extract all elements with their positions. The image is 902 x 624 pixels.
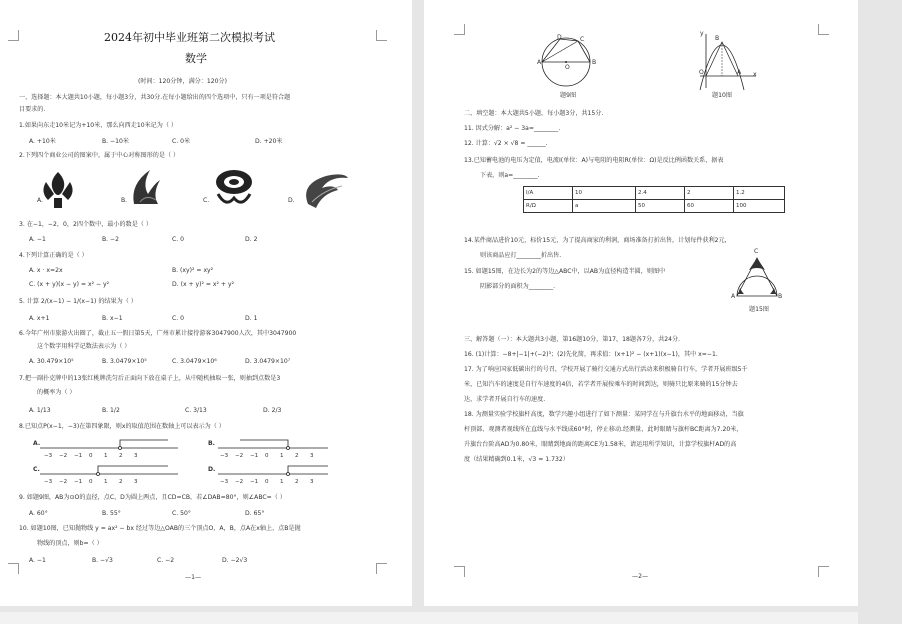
q3-option-d: D. 2 <box>245 236 258 243</box>
q4-option-a: A. x · x=2x <box>29 267 63 274</box>
q4-option-d: D. (x + y)² = x² + y² <box>172 281 235 288</box>
fig15-point-c: C <box>754 248 759 255</box>
number-line-tick-label: −3 <box>220 453 229 459</box>
q1-option-d: D. +20米 <box>255 138 283 145</box>
q3-option-c: C. 0 <box>172 236 185 243</box>
q8-label-a: A. <box>33 440 41 447</box>
q3-option-b: B. −2 <box>102 236 120 243</box>
fig10-axis-x: x <box>753 71 757 78</box>
q2-label-a: A. <box>37 197 43 204</box>
number-line-tick-label: 3 <box>134 453 138 459</box>
number-line-tick-label: −1 <box>74 453 83 459</box>
question-10: 10. 如题10图，已知抛物线 y = ax² − bx 经过等边△OAB的三个顶点O，A，B，点A在x轴上，点B是抛 <box>19 525 301 532</box>
table-cell: R/Ω <box>524 200 573 213</box>
figure-10-parabola <box>692 30 762 90</box>
question-6-cont: 这个数字用科学记数法表示为（ ） <box>37 343 131 350</box>
q1-option-b: B. −10米 <box>102 138 130 145</box>
question-3: 3. 在−1，−2，0，2四个数中，最小的数是（ ） <box>19 221 152 228</box>
crop-mark <box>818 24 829 35</box>
question-6: 6.今年广州市旅游火出圈了，截止五一假日第5天，广州市累计接待游客3047900人次，其中3047900 <box>19 330 297 337</box>
number-line-tick-label: 2 <box>295 479 299 485</box>
q5-option-c: C. 0 <box>172 315 185 322</box>
figure-9-caption: 题9图 <box>560 92 577 99</box>
number-line-tick-label: 0 <box>89 453 93 459</box>
q10-option-d: D. −2√3 <box>222 557 248 564</box>
number-line-tick-label: −2 <box>235 453 244 459</box>
crop-mark <box>454 24 465 35</box>
q6-option-c: C. 3.0479×10⁶ <box>172 358 217 365</box>
q2-label-b: B. <box>121 197 128 204</box>
question-16: 16. (1)计算：−8+|−1|+(−2)³；(2)先化简，再求值：(x+1)² − (x+1)(x−1)，其中 x=−1. <box>464 351 718 358</box>
logo-a-icon <box>43 172 72 208</box>
number-line-tick-label: 0 <box>89 479 93 485</box>
q8-label-b: B. <box>208 440 215 447</box>
number-line-tick-label: −3 <box>44 479 53 485</box>
fig10-point-o: O <box>699 69 704 76</box>
question-18: 18. 为测量实验学校旗杆高度，数学兴趣小组进行了如下测量：某同学在与升旗台水平的地面移动，当旗 <box>464 411 744 418</box>
exam-title: 2024年初中毕业班第二次模拟考试 <box>104 31 275 44</box>
fig9-point-o: O <box>565 64 570 71</box>
question-15: 15. 如题15图，在边长为2的等边△ABC中，以AB为直径构造半圆，则图中 <box>464 268 666 275</box>
next-page-edge <box>0 612 858 624</box>
fig9-point-b: B <box>592 59 597 66</box>
logo-c-icon <box>216 170 252 202</box>
fig9-point-d: D <box>557 34 562 41</box>
time-note: (时间：120分钟，满分：120分) <box>138 78 227 85</box>
q7-option-a: A. 1/13 <box>29 407 51 414</box>
crop-mark <box>8 30 19 41</box>
table-cell: 60 <box>685 200 734 213</box>
question-18-cont-2: 升旗台台阶高AD为0.80米，眼睛到地面的距离CE为1.58米，请运用所学知识，计算学校旗杆AD的高 <box>464 441 737 448</box>
range-d <box>288 466 328 474</box>
q7-option-b: B. 1/2 <box>102 407 120 414</box>
figure-15-triangle <box>732 250 782 300</box>
table-cell: 10 <box>573 187 636 200</box>
fig10-point-b: B <box>715 35 720 42</box>
table-cell: 1.2 <box>734 187 785 200</box>
fig15-point-b: B <box>778 293 783 300</box>
q6-option-d: D. 3.0479×10⁷ <box>245 358 291 365</box>
range-b <box>240 440 288 448</box>
number-line-tick-label: −2 <box>59 453 68 459</box>
number-line-tick-label: 1 <box>280 479 284 485</box>
number-line-tick-label: −1 <box>250 479 259 485</box>
fig10-axis-y: y <box>700 30 704 37</box>
q6-option-a: A. 30.479×10⁵ <box>29 358 74 365</box>
question-17-cont-2: 达，求学者开展自行车的速度. <box>464 396 546 403</box>
section-1-heading-cont: 目要求的. <box>19 106 46 113</box>
page-number: —1— <box>185 574 202 581</box>
q10-option-c: C. −2 <box>157 557 175 564</box>
number-line-tick-label: −3 <box>220 479 229 485</box>
exam-page-2 <box>424 0 858 606</box>
crop-mark <box>8 563 19 574</box>
figure-15-caption: 题15图 <box>749 306 769 313</box>
q7-option-d: D. 2/3 <box>263 407 282 414</box>
section-3-heading: 三、解答题（一）：本大题共3小题，第16题10分，第17，18题各7分，共24分. <box>464 336 681 343</box>
number-line-tick-label: −1 <box>250 453 259 459</box>
question-15-cont: 阴影部分的面积为________. <box>480 283 556 290</box>
crop-mark <box>454 566 465 577</box>
q2-logo-images <box>30 164 350 212</box>
section-1-heading: 一、选择题：本大题共10小题，每小题3分，共30分.在每小题给出的四个选项中，只有一项是符合题 <box>19 94 291 101</box>
crop-mark <box>818 566 829 577</box>
range-c <box>98 466 168 474</box>
question-18-cont-1: 杆顶部、观测者视线所在直线与水平线成60°时，停止移动.经测量，此时眼睛与旗杆BC距离为7.20米， <box>464 426 743 433</box>
number-line-tick-label: 1 <box>280 453 284 459</box>
crop-mark <box>376 30 387 41</box>
logo-b-icon <box>133 170 160 204</box>
table-cell: a <box>573 200 636 213</box>
q5-option-d: D. 1 <box>245 315 258 322</box>
number-line-tick-label: 2 <box>119 479 123 485</box>
q5-option-a: A. x+1 <box>29 315 50 322</box>
number-line-tick-label: 0 <box>265 453 269 459</box>
q7-option-c: C. 3/13 <box>185 407 207 414</box>
resistance-table <box>523 186 785 213</box>
table-cell: 50 <box>636 200 685 213</box>
crop-mark <box>376 563 387 574</box>
q1-option-a: A. +10米 <box>29 138 56 145</box>
question-10-cont: 物线的顶点，则b=（ ） <box>37 540 103 547</box>
number-line-tick-label: −2 <box>235 479 244 485</box>
q8-label-d: D. <box>208 466 216 473</box>
section-2-heading: 二、填空题：本大题共5小题，每小题3分，共15分. <box>464 110 604 117</box>
number-line-tick-label: 3 <box>134 479 138 485</box>
number-line-tick-label: 3 <box>310 453 314 459</box>
q10-option-b: B. −√3 <box>92 557 113 564</box>
question-14-cont: 则该商品应打________折出售. <box>480 252 562 259</box>
figure-10-caption: 题10图 <box>712 92 732 99</box>
table-cell: I/A <box>524 187 573 200</box>
number-line-tick-label: −1 <box>74 479 83 485</box>
question-18-cont-3: 度（结果精确到0.1米，√3 ≈ 1.732） <box>464 456 569 463</box>
number-line-tick-label: −3 <box>44 453 53 459</box>
table-cell: 100 <box>734 200 785 213</box>
table-row <box>524 187 785 200</box>
number-line-tick-label: 2 <box>295 453 299 459</box>
number-line-tick-label: 1 <box>104 453 108 459</box>
table-row <box>524 200 785 213</box>
q1-option-c: C. 0米 <box>172 138 191 145</box>
number-line-tick-label: 1 <box>104 479 108 485</box>
q9-option-c: C. 50° <box>172 510 191 517</box>
q4-option-c: C. (x + y)(x − y) = x² − y² <box>29 281 110 288</box>
question-17-cont-1: 米，已知汽车的速度是自行车速度的4倍，若学者开展按乘车的时间到达，则骑只比原来骑的15分钟去 <box>464 381 738 388</box>
fig10-point-a: A <box>737 69 742 76</box>
question-13-cont: 下表，则a=________. <box>480 172 540 179</box>
question-17: 17. 为了响应国家低碳出行的号召，学校开展了骑行交通方式出行活动来积极骑自行车，学者开展班级5千 <box>464 366 748 373</box>
exam-subject: 数学 <box>185 52 207 65</box>
question-1: 1.如果向东走10米记为+10米，那么向西走10米记为（ ） <box>19 122 177 129</box>
number-line-tick-label: 0 <box>265 479 269 485</box>
q8-label-c: C. <box>33 466 40 473</box>
q6-option-b: B. 3.0479×10⁵ <box>102 358 147 365</box>
number-line-tick-label: 3 <box>310 479 314 485</box>
q2-label-c: C. <box>203 197 210 204</box>
number-line-tick-label: −2 <box>59 479 68 485</box>
question-13: 13.已知蓄电池的电压为定值，电流I(单位：A)与电阻的电阻R(单位：Ω)是反比例函数关系，据表 <box>464 157 724 164</box>
question-2: 2.下列四个商业公司的图案中，属于中心对称图形的是（ ） <box>19 152 180 159</box>
fig9-point-c: C <box>580 36 585 43</box>
q9-option-d: D. 65° <box>245 510 265 517</box>
q9-option-a: A. 60° <box>29 510 48 517</box>
fig15-point-a: A <box>731 293 736 300</box>
exam-page-1 <box>0 0 412 606</box>
question-8: 8.已知点P(x−1，−3)在第四象限，则x的取值范围在数轴上可以表示为（ ） <box>19 423 225 430</box>
question-5: 5. 计算 2/(x−1) − 1/(x−1) 的结果为（ ） <box>19 298 137 305</box>
logo-d-icon <box>306 174 348 208</box>
fig9-point-a: A <box>537 59 542 66</box>
q4-option-b: B. (xy)² = xy² <box>172 267 214 274</box>
question-11: 11. 因式分解：a² − 3a=________. <box>464 125 561 132</box>
question-12: 12. 计算：√2 × √8 = ______. <box>464 140 548 147</box>
question-14: 14.某件商品进价10元，标价15元，为了提高商家的利润，商场准备打折出售，计划每件获利2元， <box>464 237 731 244</box>
q3-option-a: A. −1 <box>29 236 46 243</box>
q9-option-b: B. 55° <box>102 510 121 517</box>
question-9: 9. 如题9图，AB为⊙O的直径，点C，D为圆上两点，且CD=CB，若∠DAB=80°，则∠ABC=（ ） <box>19 494 286 501</box>
question-4: 4.下列计算正确的是（ ） <box>19 252 88 259</box>
table-cell: 2.4 <box>636 187 685 200</box>
q10-option-a: A. −1 <box>29 557 46 564</box>
table-cell: 2 <box>685 187 734 200</box>
range-a <box>120 440 168 448</box>
question-7-cont: 的概率为（ ） <box>37 389 76 396</box>
number-line-tick-label: 2 <box>119 453 123 459</box>
question-7: 7.把一副扑克牌中的13张红桃牌洗匀后正面向下放在桌子上，从中随机抽取一张，则抽到点数是3 <box>19 375 281 382</box>
q5-option-b: B. x−1 <box>102 315 123 322</box>
page-number: —2— <box>632 573 649 580</box>
q2-label-d: D. <box>288 197 295 204</box>
